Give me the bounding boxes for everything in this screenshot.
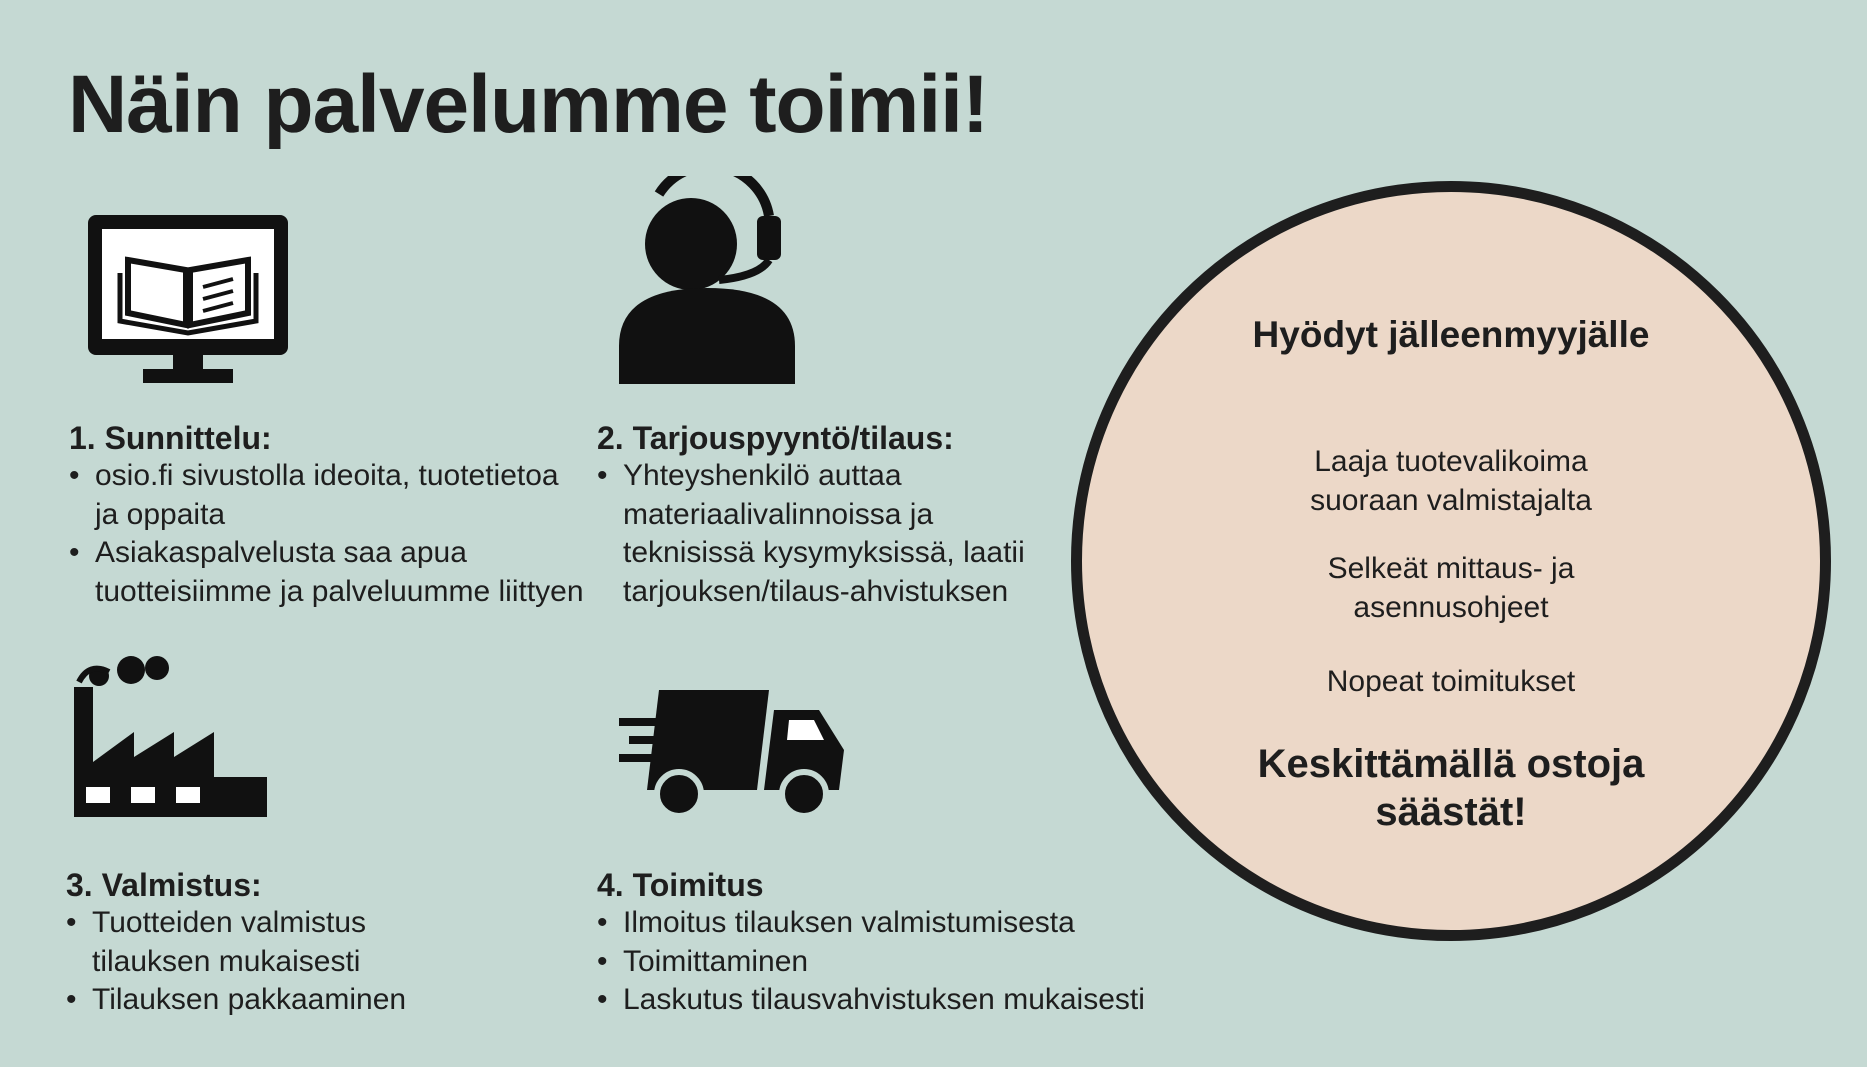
step-quote-order bbox=[597, 419, 1037, 611]
benefits-footer: Keskittämällä ostoja säästät! bbox=[1257, 742, 1645, 834]
benefit-item: Laaja tuotevalikoima suoraan valmistajalta bbox=[1310, 445, 1592, 517]
step-heading: 3. Valmistus: bbox=[66, 867, 262, 903]
benefits-circle bbox=[1071, 181, 1831, 941]
list-item: • Tuotteiden valmistus tilauksen mukaisesti bbox=[66, 904, 426, 981]
list-item: • Yhteyshenkilö auttaa materiaalivalinnoissa ja teknisissä kysymyksissä, laatii tarjouksen/tilaus-ahvistuksen bbox=[597, 457, 1037, 611]
step-heading: 4. Toimitus bbox=[597, 867, 764, 903]
headset-person-icon bbox=[619, 176, 795, 384]
benefits-title: Hyödyt jälleenmyyjälle bbox=[1252, 314, 1650, 355]
list-item: • Toimittaminen bbox=[597, 943, 1297, 982]
list-item: • Ilmoitus tilauksen valmistumisesta bbox=[597, 904, 1297, 943]
step-heading: 1. Sunnittelu: bbox=[69, 420, 272, 456]
list-item: • Laskutus tilausvahvistuksen mukaisesti bbox=[597, 981, 1297, 1020]
step-planning bbox=[69, 419, 589, 611]
list-item: • Tilauksen pakkaaminen bbox=[66, 981, 566, 1020]
step-heading: 2. Tarjouspyyntö/tilaus: bbox=[597, 420, 954, 456]
benefit-item: Nopeat toimitukset bbox=[1326, 665, 1576, 698]
benefit-item: Selkeät mittaus- ja asennusohjeet bbox=[1327, 552, 1575, 624]
list-item: • Asiakaspalvelusta saa apua tuotteisiimme ja palveluumme liittyen bbox=[69, 534, 589, 611]
truck-icon bbox=[619, 690, 847, 818]
monitor-book-icon bbox=[88, 215, 288, 385]
step-manufacturing bbox=[66, 866, 566, 1020]
factory-icon bbox=[69, 652, 269, 817]
step-delivery bbox=[597, 866, 1297, 1020]
page-title: Näin palvelumme toimii! bbox=[68, 59, 989, 150]
list-item: • osio.fi sivustolla ideoita, tuotetietoa ja oppaita bbox=[69, 457, 589, 534]
